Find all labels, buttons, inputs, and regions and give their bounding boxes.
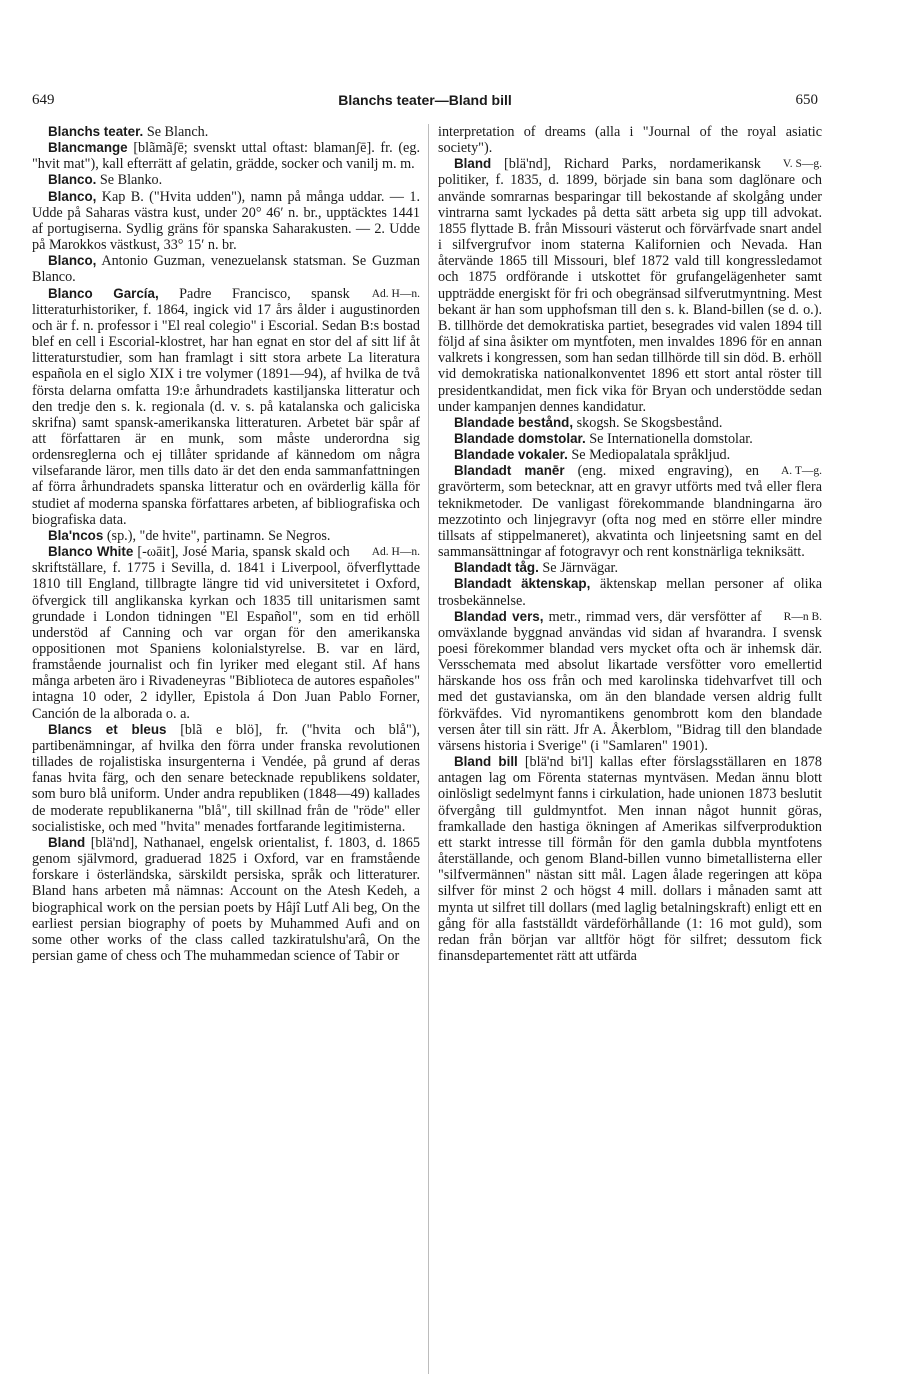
entry-headword: Blanco, <box>48 188 97 204</box>
dictionary-entry <box>32 140 420 172</box>
entry-headword: Blandad vers, <box>454 608 544 624</box>
entry-headword: Blandade domstolar. <box>454 430 586 446</box>
author-signature: A. T—g. <box>781 465 822 478</box>
entry-headword: Bland bill <box>454 754 518 770</box>
column-divider <box>428 124 429 1374</box>
author-signature: Ad. H—n. <box>371 546 420 559</box>
dictionary-entry <box>32 722 420 835</box>
dictionary-entry <box>32 528 420 544</box>
running-head: Blanchs teater—Bland bill <box>338 92 512 108</box>
entry-headword: Blancmange <box>48 140 128 156</box>
entry-headword: Blanco, <box>48 253 97 269</box>
entry-headword: Blandadt tåg. <box>454 560 539 576</box>
page-number-left: 649 <box>32 92 55 108</box>
dictionary-entry <box>438 576 822 608</box>
entry-headword: Blanchs teater. <box>48 124 144 139</box>
entry-headword: Blanco White <box>48 544 134 560</box>
dictionary-entry <box>32 172 420 188</box>
right-column <box>438 124 822 1379</box>
entry-text: skogsh. Se Skogsbestånd. <box>576 414 723 431</box>
entry-text: Se Järnvägar. <box>542 560 618 577</box>
entry-text: Se Internationella domstolar. <box>589 430 753 447</box>
entry-text: [blä'nd], Richard Parks, nordamerikansk politiker, f. 1835, d. 1899, började sin bana som daglönare och använde somrarnas besparingar till bekostande af skolgång under vintrarna samt lyckades på detta sätt arbeta sig upp till advokat. 1855 flyttade B. från Missouri västerut och förvärfvade snart andel i silfvergrufvor inom staterna Kalifornien och Nevada. Han återvände 1865 till Missouri, blef 1872 vald till kongressledamot och 1875 ordförande i utskottet för grufangelägenheter samt uppträdde energiskt för fri och obegränsad silfverutmyntning. Mest bekant är han som upphofsman till den s. k. Bland-billen (se d. o.). B. tillhörde det demokratiska partiet, besegrades vid valen 1894 till följd af sina åsikter om myntfoten, men invaldes 1896 för en annan valkrets i kongressen, som han sedan tillhörde till sin död. B. erhöll vid demokratiska nationalkonventet 1896 ett stort antal röster till presidentkandidat, men fick vika för Bryan och understödde sedan under kampanjen dennes kandidatur. <box>438 156 822 415</box>
left-column <box>32 124 420 1379</box>
author-signature: V. S—g. <box>782 158 822 171</box>
page-header <box>32 92 818 114</box>
entry-headword: Blandadt äktenskap, <box>454 576 591 592</box>
dictionary-entry <box>32 189 420 254</box>
entry-text: [blä'nd bi'l] kallas efter förslagsställaren en 1878 antagen lag om Förenta staternas myntväsen. Medan ännu blott oinlösligt sedelmynt fanns i cirkulation, hade unionen 1873 beslutit öfvergång till guldmyntfot. Men innan något hunnit göras, framkallade den hastiga ökningen af Amerikas silfverproduktion ett starkt intresse till förmån för den gamla dubbla myntfotens återställande, och genom Bland-billen vunno bimetallisterna eller "silfvermännen" nästan sitt mål. Lagen ålade regeringen att köpa silfver för minst 2 och högst 4 mill. dollars i månaden samt att mynta ut silfret till dollars (med laglig betalningskraft) enligt ett en gång för alla fastställdt värdeförhållande (1: 16 mot guld), som redan från början var alltför högt för silfret; dessutom fick finansdepartementet rätt att utfärda <box>438 754 822 964</box>
dictionary-entry <box>32 544 420 722</box>
entry-text: metr., rimmad vers, där versfötter af omväxlande byggnad användas vid sidan af hvarandra. I svensk poesi förekommer blandad vers mycket ofta och är inhemsk där. Versschemata med absolut likartade versfötter voro emellertid härskande hos oss från och med karolinska tidehvarfvet till och med det gustavianska, om än den blandade versen aldrig fullt förkväfdes. Vid nyromantikens genombrott kom den blandade versen åter till sin rätt. Jfr A. Åkerblom, "Bidrag till den blandade värsens historia i Sverige" (i "Samlaren" 1901). <box>438 608 822 754</box>
entry-text: Se Mediopalatala språkljud. <box>571 447 731 464</box>
entry-headword: Bland <box>48 834 86 850</box>
entry-headword: Blanco García, <box>48 285 159 301</box>
entry-text: [blã e blö], fr. ("hvita och blå"), partibenämningar, af hvilka den förra under franska revolutionen tillades de rojalistiska insurgenterna i Vendée, på grund af deras fanas hvita färg, och den senare betecknade republikens soldater, som buro blå uniform. Under andra republiken (1848—49) kallades de moderate republikanerna "blå", till skillnad från de "röde" eller socialistiske, och med "hvita" menades fortfarande legitimisterna. <box>32 721 420 835</box>
entry-text: (sp.), "de hvite", partinamn. Se Negros. <box>106 527 331 544</box>
author-signature: R—n B. <box>783 610 822 623</box>
dictionary-entry <box>32 253 420 285</box>
entry-headword: Bla'ncos <box>48 527 104 543</box>
dictionary-entry <box>438 124 822 156</box>
entry-text: Kap B. ("Hvita udden"), namn på många uddar. — 1. Udde på Saharas västra kust, under 20° 46′ n. br., upptäcktes 1441 af portugiserna. Sydlig gräns för spanska Saharakusten. — 2. Udde på Marokkos västkust, 33° 15′ n. br. <box>32 188 420 254</box>
dictionary-entry <box>438 156 822 415</box>
dictionary-entry <box>438 431 822 447</box>
dictionary-entry <box>438 415 822 431</box>
entry-text: äktenskap mellan personer af olika trosbekännelse. <box>438 576 822 609</box>
dictionary-entry <box>32 124 420 140</box>
page-number-right: 650 <box>795 92 818 108</box>
entry-text: Antonio Guzman, venezuelansk statsman. Se Guzman Blanco. <box>32 253 420 286</box>
entry-text: Se Blanko. <box>99 172 163 189</box>
dictionary-entry <box>438 447 822 463</box>
entry-headword: Bland <box>454 156 492 172</box>
dictionary-entry <box>438 609 822 754</box>
dictionary-entry <box>438 463 822 560</box>
entry-headword: Blanco. <box>48 172 97 188</box>
entry-text: [-ωāit], José Maria, spansk skald och skriftställare, f. 1775 i Sevilla, d. 1841 i Liverpool, öfverflyttade 1810 till England, tillbragte längre tid vid universitetet i Oxford, öfvergick till anglikanska kyrkan och 1835 till unitarismen samt grundade i London tidningen "El Español", som en tid erhöll understöd af Canning och var organ för den amerikanska oppositionen mot Spaniens kolonialstyrelse. B. var en lärd, framstående journalist och fin lyriker med elegant stil. Af hans många arbeten äro i Rivadeneyras "Biblioteca de autores españoles" intagna 10 oder, 2 idyller, Epistola á Don Juan Pablo Forner, Canción de la alborada o. a. <box>32 544 420 722</box>
entry-text: Se Blanch. <box>146 124 209 140</box>
author-signature: Ad. H—n. <box>371 287 420 300</box>
dictionary-entry <box>32 835 420 964</box>
entry-text: [blä'nd], Nathanael, engelsk orientalist, f. 1803, d. 1865 genom självmord, graduerad 1825 i Oxford, var en framstående forskare i österländska, särskildt persiska, språk och litteraturer. Bland hans arbeten må nämnas: Account on the Atesh Kedeh, a biographical work on the persian poets by Hâjî Lutf Ali beg, On the earliest persian biography of poets by Muhammed Aufi and on some other works of the class called tazkiratulshu'arâ, On the persian game of chess och The muhammedan science of Tabir or <box>32 834 420 964</box>
dictionary-entry <box>438 754 822 964</box>
entry-text: Padre Francisco, spansk litteraturhistoriker, f. 1864, ingick vid 17 års ålder i augustinorden och är f. n. professor i "El real colegio" i Escorial. Sedan B:s bostad blef en cell i Escorial-klostret, har han egnat en stor del af sitt lif åt litteraturstudier, som han framlagt i sitt stora arbete La literatura española en el siglo XIX i tre volymer (1891—94), af hvilka de två första delarna omfatta 19:e århundradets kastiljanska litteratur och den tredje den s. k. regionala (d. v. s. på katalanska och galiciska skrifna) samt spansk-amerikanska litteraturen. Arbetet bär spår af att författaren är en munk, som måste underordna sig ordensreglerna och ej tillåter spridande af kännedom om några vilsefarande läror, men tills dato är det den enda sammanfattningen af förra århundradets spanska litteratur och en ovärderlig källa för studiet af moderna spanska författares arbeten, af bibliografiska och biografiska data. <box>32 285 420 528</box>
entry-headword: Blandadt manēr <box>454 463 565 479</box>
entry-headword: Blancs et bleus <box>48 721 167 737</box>
dictionary-entry <box>32 286 420 528</box>
entry-text: (eng. mixed engraving), en gravörterm, som betecknar, att en gravyr utförts med två eller flera teknikmetoder. De vanligast förekommande blandningarna äro mezzotinto och linjegravyr (ofta nog med en större eller mindre tillsats af stippelmaneret), akvatinta och linjeetsning samt en del sammansättningar af fotogravyr och rent konstnärliga tekniksätt. <box>438 463 822 561</box>
entry-text: [blãmãʃē; svenskt uttal oftast: blamanʃē]. fr. (eg. "hvit mat"), kall efterrätt af gelatin, grädde, socker och vanilj m. m. <box>32 140 420 173</box>
dictionary-entry <box>438 560 822 576</box>
entry-headword: Blandade vokaler. <box>454 447 568 463</box>
entry-headword: Blandade bestånd, <box>454 414 574 430</box>
entry-text: interpretation of dreams (alla i "Journal of the royal asiatic society"). <box>438 124 822 157</box>
